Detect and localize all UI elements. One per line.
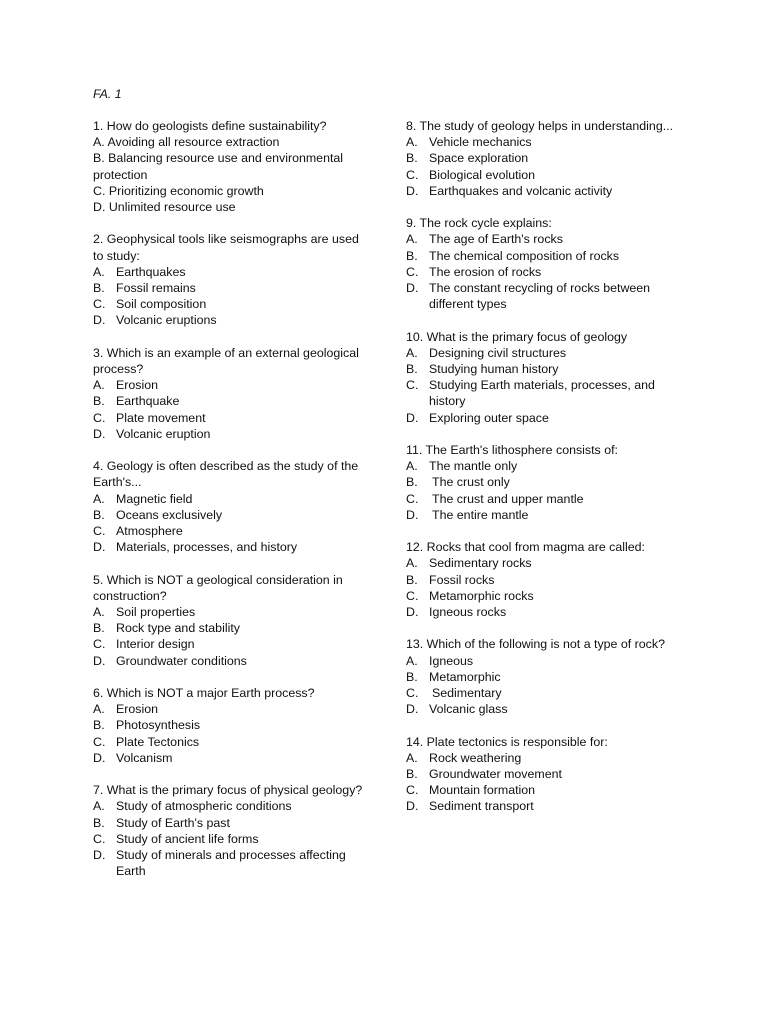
question-stem: 1. How do geologists define sustainability? (93, 119, 327, 133)
answer-option (406, 588, 676, 604)
option-letter: C. (406, 588, 419, 603)
option-letter: D. (93, 848, 106, 863)
answer-option (93, 199, 368, 215)
option-letter: A. (406, 556, 418, 571)
question-block (406, 442, 676, 523)
option-text: Volcanic glass (429, 702, 508, 717)
option-letter: B. (93, 281, 105, 296)
question-stem: 12. Rocks that cool from magma are called: (406, 540, 645, 555)
option-letter: C. (406, 167, 419, 182)
question-block (93, 118, 368, 215)
option-text: Space exploration (429, 151, 529, 166)
option-letter: C. (93, 297, 106, 312)
option-letter: D. (406, 507, 419, 522)
option-text: Sedimentary rocks (429, 556, 532, 571)
answer-option (93, 280, 368, 296)
answer-option (406, 555, 676, 571)
option-letter: A. (93, 799, 105, 814)
question-block (406, 539, 676, 620)
answer-option (406, 685, 676, 701)
option-letter: B. (93, 394, 105, 409)
answer-option (93, 798, 368, 814)
question-block (93, 231, 368, 328)
answer-option (406, 264, 676, 280)
option-letter: D. (93, 313, 106, 328)
option-text: Groundwater conditions (116, 653, 247, 668)
option-text: Earthquakes (116, 264, 186, 279)
answer-option (93, 491, 368, 507)
option-letter: C. (93, 831, 106, 846)
option-letter: B. (93, 151, 105, 166)
option-text: Atmosphere (116, 524, 183, 539)
option-text: Soil composition (116, 297, 207, 312)
option-text: Rock weathering (429, 750, 522, 765)
option-text: The constant recycling of rocks between different types (429, 281, 651, 312)
option-letter: D. (406, 281, 419, 296)
option-text: Volcanic eruption (116, 426, 211, 441)
answer-option (406, 782, 676, 798)
question-block (93, 572, 368, 669)
answer-option (93, 183, 368, 199)
answer-option (406, 474, 676, 490)
answer-option (406, 458, 676, 474)
question-block (93, 685, 368, 766)
question-block (406, 118, 676, 199)
question-stem: 14. Plate tectonics is responsible for: (406, 734, 608, 749)
question-block (93, 458, 368, 555)
option-letter: A. (93, 491, 105, 506)
option-text: Groundwater movement (429, 767, 562, 782)
option-text: Fossil rocks (429, 572, 495, 587)
answer-option (93, 264, 368, 280)
question-block (406, 734, 676, 815)
option-letter: B. (93, 718, 105, 733)
question-stem: 3. Which is an example of an external geological process? (93, 345, 359, 377)
option-letter: C. (406, 264, 419, 279)
answer-option (406, 345, 676, 361)
answer-option (93, 831, 368, 847)
option-letter: B. (406, 669, 418, 684)
document-title: FA. 1 (93, 87, 122, 101)
option-text: Study of ancient life forms (116, 831, 259, 846)
option-letter: B. (406, 362, 418, 377)
left-question-column (93, 118, 368, 896)
answer-option (406, 507, 676, 523)
option-letter: C. (406, 491, 419, 506)
option-letter: C. (406, 783, 419, 798)
answer-option (93, 523, 368, 539)
option-text: Avoiding all resource extraction (107, 135, 280, 150)
answer-option (93, 150, 368, 182)
option-letter: B. (93, 815, 105, 830)
right-question-column (406, 118, 676, 831)
answer-option (406, 231, 676, 247)
option-letter: A. (93, 264, 105, 279)
answer-option (93, 636, 368, 652)
option-letter: C. (93, 734, 106, 749)
option-text: Designing civil structures (429, 345, 567, 360)
question-stem: 2. Geophysical tools like seismographs are used to study: (93, 232, 359, 263)
option-letter: C. (93, 637, 106, 652)
option-letter: B. (406, 475, 418, 490)
question-block (406, 636, 676, 717)
option-text: Rock type and stability (116, 621, 240, 636)
answer-option (93, 507, 368, 523)
answer-option (93, 312, 368, 328)
answer-option (93, 620, 368, 636)
answer-option (93, 734, 368, 750)
option-letter: D. (93, 426, 106, 441)
answer-option (406, 798, 676, 814)
option-text: The crust only (432, 475, 510, 490)
answer-option (406, 491, 676, 507)
question-block (406, 329, 676, 426)
answer-option (406, 150, 676, 166)
option-letter: C. (406, 686, 419, 701)
option-letter: C. (93, 524, 106, 539)
option-text: Metamorphic rocks (429, 588, 534, 603)
answer-option (406, 167, 676, 183)
option-text: The entire mantle (432, 507, 529, 522)
option-text: Fossil remains (116, 281, 196, 296)
option-text: Earthquake (116, 394, 180, 409)
answer-option (93, 653, 368, 669)
option-text: Study of atmospheric conditions (116, 799, 292, 814)
option-text: Unlimited resource use (108, 200, 236, 215)
answer-option (406, 134, 676, 150)
answer-option (93, 701, 368, 717)
option-letter: D. (93, 653, 106, 668)
option-text: Sediment transport (429, 799, 534, 814)
answer-option (93, 750, 368, 766)
option-text: Volcanism (116, 750, 173, 765)
answer-option (406, 653, 676, 669)
answer-option (406, 361, 676, 377)
answer-option (406, 572, 676, 588)
answer-option (93, 377, 368, 393)
answer-option (406, 183, 676, 199)
option-letter: D. (406, 799, 419, 814)
option-text: Study of minerals and processes affecting Earth (116, 848, 346, 879)
option-letter: C. (93, 183, 106, 198)
option-text: Vehicle mechanics (429, 135, 532, 150)
question-block (93, 345, 368, 442)
answer-option (406, 377, 676, 409)
option-text: Earthquakes and volcanic activity (429, 183, 613, 198)
option-letter: C. (406, 378, 419, 393)
option-letter: D. (406, 605, 419, 620)
option-text: Exploring outer space (429, 410, 549, 425)
question-stem: 5. Which is NOT a geological consideration in construction? (93, 572, 343, 603)
question-stem: 13. Which of the following is not a type of rock? (406, 637, 665, 652)
option-letter: D. (93, 200, 106, 215)
option-text: Volcanic eruptions (116, 313, 217, 328)
answer-option (406, 248, 676, 264)
option-text: Erosion (116, 702, 159, 717)
option-text: Igneous (429, 653, 474, 668)
question-block (93, 782, 368, 879)
option-letter: D. (406, 702, 419, 717)
question-stem: 10. What is the primary focus of geology (406, 329, 628, 344)
option-text: Interior design (116, 637, 195, 652)
question-stem: 7. What is the primary focus of physical geology? (93, 783, 363, 798)
option-text: Plate movement (116, 410, 206, 425)
option-text: The age of Earth's rocks (429, 232, 563, 247)
option-text: Studying human history (429, 362, 559, 377)
option-letter: D. (93, 750, 106, 765)
option-text: Metamorphic (429, 669, 501, 684)
answer-option (406, 766, 676, 782)
option-letter: B. (406, 767, 418, 782)
option-text: Plate Tectonics (116, 734, 200, 749)
option-letter: B. (93, 621, 105, 636)
option-letter: A. (406, 653, 418, 668)
answer-option (406, 669, 676, 685)
option-text: Materials, processes, and history (116, 540, 298, 555)
answer-option (93, 410, 368, 426)
option-letter: B. (93, 507, 105, 522)
option-letter: A. (406, 459, 418, 474)
option-text: Magnetic field (116, 491, 193, 506)
question-block (406, 215, 676, 312)
answer-option (93, 539, 368, 555)
option-text: Mountain formation (429, 783, 536, 798)
option-text: Igneous rocks (429, 605, 507, 620)
answer-option (93, 815, 368, 831)
option-text: Prioritizing economic growth (108, 183, 264, 198)
question-stem: 11. The Earth's lithosphere consists of: (406, 443, 618, 458)
option-letter: A. (93, 378, 105, 393)
option-letter: D. (406, 410, 419, 425)
answer-option (406, 280, 676, 312)
question-stem: 9. The rock cycle explains: (406, 216, 552, 231)
option-text: Studying Earth materials, processes, and history (429, 378, 655, 409)
option-letter: B. (406, 572, 418, 587)
option-letter: C. (93, 410, 106, 425)
option-text: Study of Earth's past (116, 815, 230, 830)
option-letter: B. (406, 151, 418, 166)
answer-option (406, 410, 676, 426)
option-letter: A. (406, 232, 418, 247)
option-letter: A. (406, 345, 418, 360)
answer-option (93, 393, 368, 409)
answer-option (93, 426, 368, 442)
answer-option (93, 296, 368, 312)
option-text: Oceans exclusively (116, 507, 223, 522)
option-letter: A. (93, 605, 105, 620)
question-stem: 8. The study of geology helps in understanding... (406, 119, 674, 133)
option-text: The chemical composition of rocks (429, 248, 620, 263)
option-text: The erosion of rocks (429, 264, 542, 279)
answer-option (93, 717, 368, 733)
option-letter: A. (406, 750, 418, 765)
option-text: The mantle only (429, 459, 518, 474)
option-text: Biological evolution (429, 167, 536, 182)
option-letter: D. (93, 540, 106, 555)
answer-option (406, 750, 676, 766)
answer-option (406, 604, 676, 620)
option-text: The crust and upper mantle (432, 491, 584, 506)
question-stem: 6. Which is NOT a major Earth process? (93, 686, 315, 701)
option-text: Sedimentary (432, 686, 502, 701)
option-text: Balancing resource use and environmental protection (93, 151, 344, 182)
answer-option (93, 847, 368, 879)
option-letter: D. (406, 183, 419, 198)
option-text: Erosion (116, 378, 159, 393)
answer-option (93, 134, 368, 150)
question-stem: 4. Geology is often described as the study of the Earth's... (93, 459, 359, 490)
option-letter: A. (93, 702, 105, 717)
option-text: Soil properties (116, 605, 196, 620)
answer-option (93, 604, 368, 620)
option-letter: A. (93, 135, 105, 150)
option-letter: B. (406, 248, 418, 263)
option-text: Photosynthesis (116, 718, 201, 733)
option-letter: A. (406, 135, 418, 150)
answer-option (406, 701, 676, 717)
